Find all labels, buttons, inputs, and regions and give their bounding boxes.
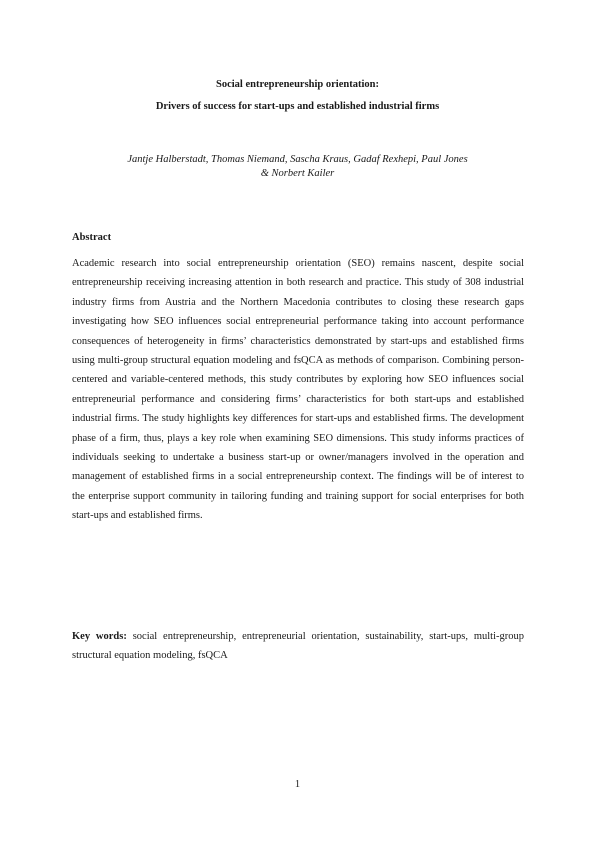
abstract-body: Academic research into social entrepreneurship orientation (SEO) remains nascent, despite social entrepreneurship receiving increasing attention in both research and practice. This study of 308 industrial industry firms from Austria and the Northern Macedonia contributes to closing these research gaps investigating how SEO influences social entrepreneurial performance taking into account performance consequences of heterogeneity in firms’ characteristics demonstrated by start-ups and established firms using multi-group structural equation modeling and fsQCA as methods of comparison. Combining person-centered and variable-centered methods, this study contributes by exploring how SEO influences social entrepreneurial performance and considering firms’ characteristics for both start-ups and established industrial firms. The study highlights key differences for start-ups and established firms. The development phase of a firm, thus, plays a key role when examining SEO dimensions. This study informs practices of individuals seeking to undertake a business start-up or owner/managers involved in the operation and management of established firms in a social entrepreneurship context. The findings will be of interest to the enterprise support community in tailoring funding and training support for social enterprises for both start-ups and established firms. [72,258,524,522]
page-number: 1 [294,779,301,790]
paper-title-line-1: Social entrepreneurship orientation: [216,79,379,90]
keywords-label: Key words: [72,631,127,642]
paper-title-line-2: Drivers of success for start-ups and established industrial firms [155,101,440,112]
abstract-heading: Abstract [72,232,112,243]
authors-line-2: & Norbert Kailer [260,168,335,179]
keywords-paragraph [72,627,524,666]
keywords-text: social entrepreneurship, entrepreneurial orientation, sustainability, start-ups, multi-group structural equation modeling, fsQCA [72,631,524,662]
authors-line-1: Jantje Halberstadt, Thomas Niemand, Sascha Kraus, Gadaf Rexhepi, Paul Jones [127,154,468,165]
